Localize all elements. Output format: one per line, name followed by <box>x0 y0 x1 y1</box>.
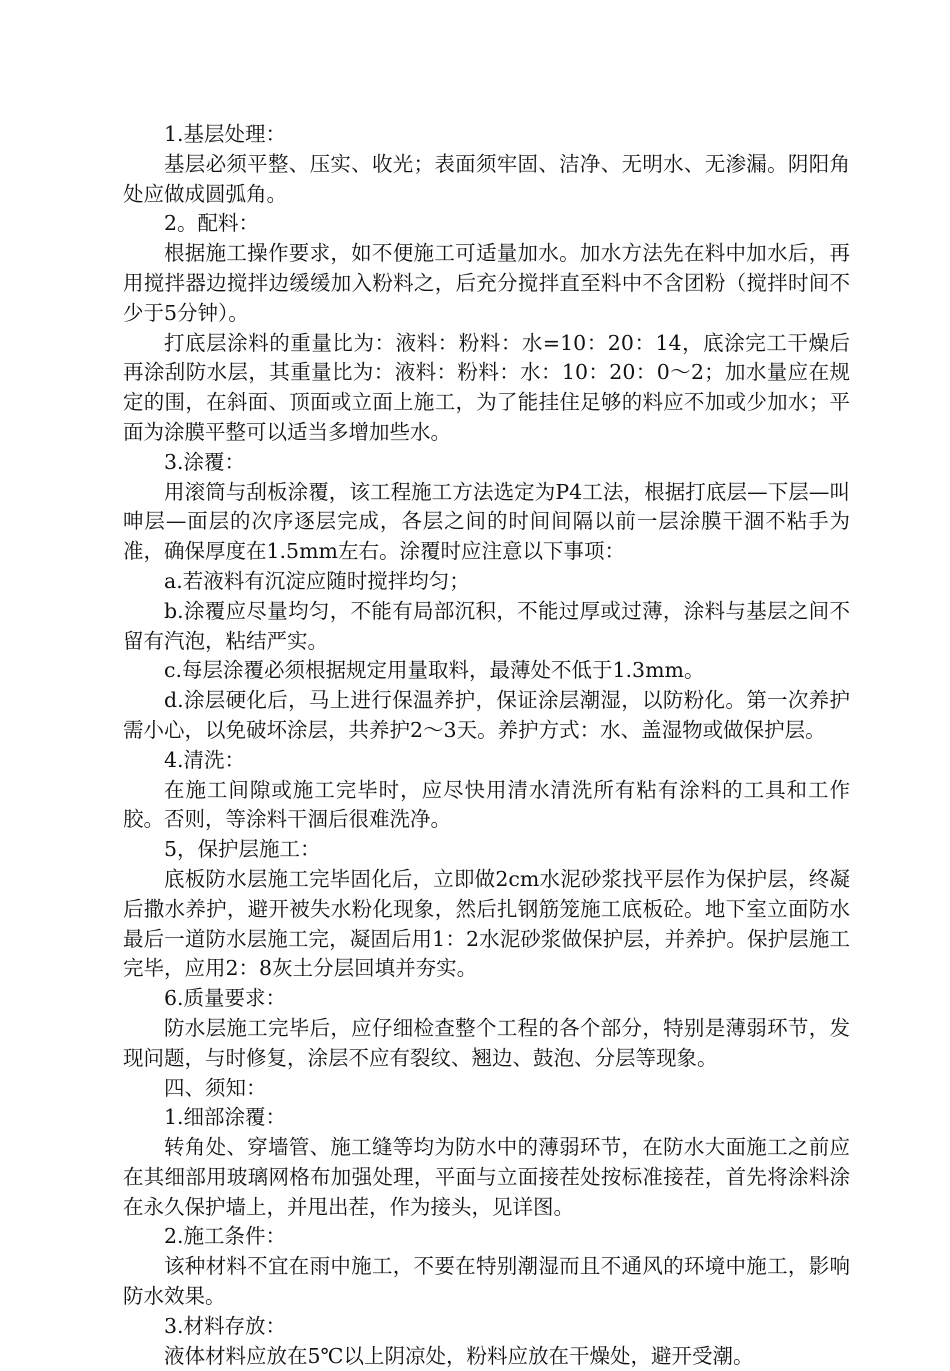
list-item: d.涂层硬化后，马上进行保温养护，保证涂层潮湿，以防粉化。第一次养护需小心，以免破坏涂层，共养护2～3天。养护方式：水、盖湿物或做保护层。 <box>123 688 850 742</box>
paragraph: 防水层施工完毕后，应仔细检查整个工程的各个部分，特别是薄弱环节，发现问题，与时修复，涂层不应有裂纹、翘边、鼓泡、分层等现象。 <box>123 1015 850 1070</box>
list-item: c.每层涂覆必须根据规定用量取料，最薄处不低于1.3mm。 <box>164 658 705 683</box>
paragraph: 转角处、穿墙管、施工缝等均为防水中的薄弱环节，在防水大面施工之前应在其细部用玻璃网格布加强处理，平面与立面接茬处按标准接茬，首先将涂料涂在永久保护墙上，并甩出茬，作为接头，见详图。 <box>123 1135 850 1219</box>
heading-protective-layer: 5，保护层施工： <box>164 837 321 862</box>
list-item: a.若液料有沉淀应随时搅拌均匀； <box>164 568 470 593</box>
heading-storage: 3.材料存放： <box>164 1313 287 1338</box>
heading-cleaning: 4.清洗： <box>164 747 246 772</box>
heading-mixing: 2。配料： <box>164 211 260 236</box>
list-item: b.涂覆应尽量均匀，不能有局部沉积，不能过厚或过薄，涂料与基层之间不留有汽泡，粘结严实。 <box>123 598 850 653</box>
heading-conditions: 2.施工条件： <box>164 1224 287 1249</box>
paragraph: 基层必须平整、压实、收光；表面须牢固、洁净、无明水、无渗漏。阴阳角处应做成圆弧角。 <box>123 151 850 206</box>
heading-base-treatment: 1.基层处理： <box>164 122 287 146</box>
document-body <box>123 120 850 1371</box>
heading-detail-coating: 1.细部涂覆： <box>164 1105 287 1130</box>
paragraph: 根据施工操作要求，如不便施工可适量加水。加水方法先在料中加水后，再用搅拌器边搅拌边缓缓加入粉料之，后充分搅拌直至料中不含团粉（搅拌时间不少于5分钟）。 <box>123 241 850 325</box>
heading-coating: 3.涂覆： <box>164 449 246 474</box>
heading-quality: 6.质量要求： <box>164 986 287 1011</box>
paragraph: 该种材料不宜在雨中施工，不要在特别潮湿而且不通风的环境中施工，影响防水效果。 <box>123 1254 850 1309</box>
paragraph: 在施工间隙或施工完毕时，应尽快用清水清洗所有粘有涂料的工具和工作胶。否则，等涂料干涸后很难洗净。 <box>123 777 850 832</box>
paragraph: 用滚筒与刮板涂覆，该工程施工方法选定为P4工法，根据打底层—下层—叫呻层—面层的次序逐层完成，各层之间的时间间隔以前一层涂膜干涸不粘手为准，确保厚度在1.5mm左右。涂覆时应注意以下事项： <box>123 479 850 564</box>
paragraph: 打底层涂料的重量比为：液料：粉料：水=10：20：14，底涂完工干燥后再涂刮防水层，其重量比为：液料：粉料：水：10：20：0～2；加水量应在规定的围，在斜面、顶面或立面上施工，为了能挂住足够的料应不加或少加水；平面为涂膜平整可以适当多增加些水。 <box>123 330 850 444</box>
paragraph: 液体材料应放在5℃以上阴凉处，粉料应放在干燥处，避开受潮。 <box>164 1343 754 1368</box>
paragraph: 底板防水层施工完毕固化后，立即做2cm水泥砂浆找平层作为保护层，终凝后撒水养护，避开被失水粉化现象，然后扎钢筋笼施工底板砼。地下室立面防水最后一道防水层施工完，凝固后用1：2水泥砂浆做保护层，并养护。保护层施工完毕，应用2：8灰土分层回填并夯实。 <box>123 866 850 981</box>
section-heading-notes: 四、须知： <box>164 1075 267 1100</box>
